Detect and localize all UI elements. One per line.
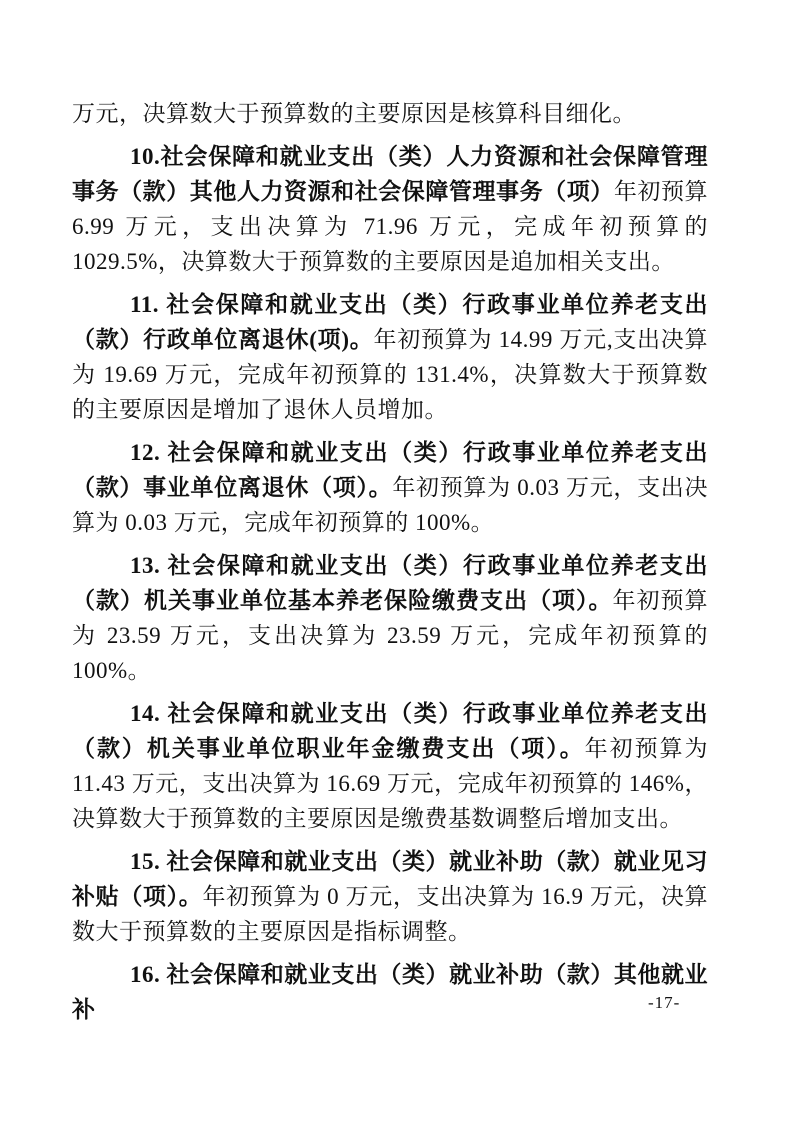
item-10 <box>72 139 708 279</box>
item-16 <box>72 957 708 1027</box>
item-11 <box>72 287 708 427</box>
item-heading-text: 15. 社会保障和就业支出（类）就业补助（款）就业见习补贴（项）。 <box>72 849 708 909</box>
item-body-text: 年初预算为 23.59 万元，支出决算为 23.59 万元，完成年初预算的 100%。 <box>72 588 708 683</box>
item-heading-text: 14. 社会保障和就业支出（类）行政事业单位养老支出（款）机关事业单位职业年金缴费支出（项）。 <box>72 701 708 761</box>
item-body-text: 年初预算为 0 万元，支出决算为 16.9 万元，决算数大于预算数的主要原因是指标调整。 <box>72 884 709 944</box>
item-15 <box>72 844 708 949</box>
item-13 <box>72 548 708 688</box>
document-body <box>72 96 708 1035</box>
item-14 <box>72 696 708 836</box>
item-body-text: 年初预算 6.99 万元，支出决算为 71.96 万元，完成年初预算的 1029.5%，决算数大于预算数的主要原因是追加相关支出。 <box>72 179 709 274</box>
item-body-text: 年初预算为 11.43 万元，支出决算为 16.69 万元，完成年初预算的 146%，决算数大于预算数的主要原因是缴费基数调整后增加支出。 <box>72 736 709 831</box>
item-heading-text: 11. 社会保障和就业支出（类）行政事业单位养老支出（款）行政单位离退休(项)。 <box>72 292 708 352</box>
item-body-text: 万元，决算数大于预算数的主要原因是核算科目细化。 <box>72 101 636 126</box>
item-12 <box>72 435 708 540</box>
item-body-text: 年初预算为 14.99 万元,支出决算为 19.69 万元，完成年初预算的 131.4%，决算数大于预算数的主要原因是增加了退休人员增加。 <box>72 327 709 422</box>
item-body-text: 年初预算为 0.03 万元，支出决算为 0.03 万元，完成年初预算的 100%。 <box>72 475 709 535</box>
para-continuation <box>72 96 708 131</box>
item-heading-text: 13. 社会保障和就业支出（类）行政事业单位养老支出（款）机关事业单位基本养老保险缴费支出（项）。 <box>72 553 708 613</box>
item-heading-text: 12. 社会保障和就业支出（类）行政事业单位养老支出（款）事业单位离退休（项）。 <box>72 440 708 500</box>
item-heading-text: 16. 社会保障和就业支出（类）就业补助（款）其他就业补 <box>72 962 708 1022</box>
item-heading-text: 10.社会保障和就业支出（类）人力资源和社会保障管理事务（款）其他人力资源和社会保障管理事务（项） <box>72 144 708 204</box>
page-number: -17- <box>648 993 681 1012</box>
